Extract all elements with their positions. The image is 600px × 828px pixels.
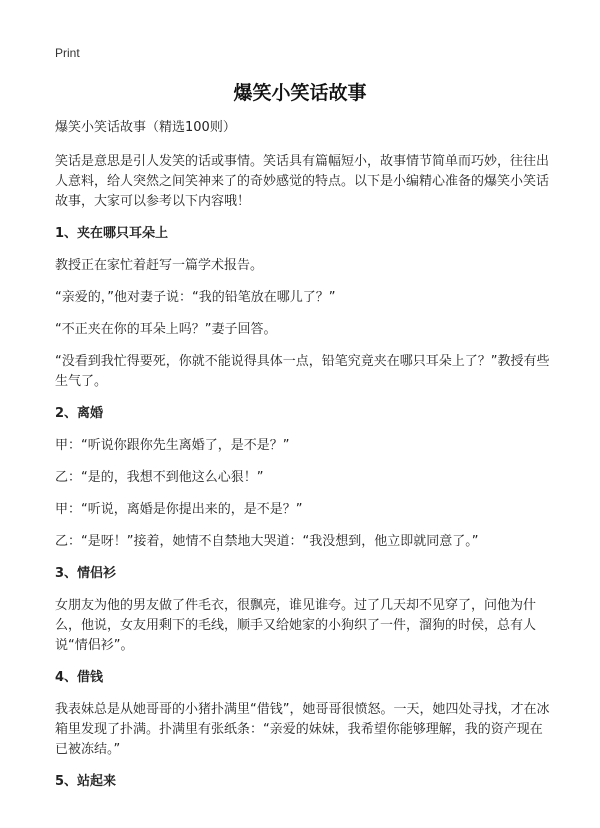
section-1-paragraph: “没看到我忙得要死，你就不能说得具体一点，铅笔究竟夹在哪只耳朵上了？”教授有些生气了。 [55, 354, 550, 389]
section-1-paragraph: 教授正在家忙着赶写一篇学术报告。 [55, 258, 264, 273]
section-1-paragraph: “不正夹在你的耳朵上吗？”妻子回答。 [55, 322, 277, 337]
article-body [55, 118, 552, 804]
section-2-paragraph: 甲：“听说你跟你先生离婚了，是不是？” [55, 438, 290, 453]
section-heading-4: 4、借钱 [55, 670, 104, 685]
section-4-paragraph: 我表妹总是从她哥哥的小猪扑满里“借钱”，她哥哥很愤怒。一天，她四处寻找，才在冰箱里发现了扑满。扑满里有张纸条：“亲爱的妹妹，我希望你能够理解，我的资产现在已被冻结。” [55, 702, 550, 757]
section-2-paragraph: 乙：“是呀！”接着，她情不自禁地大哭道：“我没想到，他立即就同意了。” [55, 534, 479, 549]
section-2-paragraph: 乙：“是的，我想不到他这么心狠！” [55, 470, 264, 485]
section-heading-2: 2、离婚 [55, 406, 104, 421]
section-heading-5: 5、站起来 [55, 774, 117, 789]
section-2-paragraph: 甲：“听说，离婚是你提出来的，是不是？” [55, 502, 303, 517]
section-heading-3: 3、情侣衫 [55, 566, 117, 581]
section-3-paragraph: 女朋友为他的男友做了件毛衣，很飘亮，谁见谁夸。过了几天却不见穿了，问他为什么，他说，女友用剩下的毛线，顺手又给她家的小狗织了一件，溜狗的时侯，总有人说“情侣衫”。 [55, 598, 537, 653]
section-1-paragraph: “亲爱的，”他对妻子说：“我的铅笔放在哪儿了？” [55, 290, 336, 305]
article-subtitle: 爆笑小笑话故事（精选100则） [55, 120, 236, 135]
intro-paragraph: 笑话是意思是引人发笑的话或事情。笑话具有篇幅短小，故事情节简单而巧妙，往往出人意料，给人突然之间笑神来了的奇妙感觉的特点。以下是小编精心准备的爆笑小笑话故事，大家可以参考以下内容哦！ [55, 154, 550, 209]
page-title: 爆笑小笑话故事 [233, 82, 367, 104]
print-link[interactable]: Print [55, 46, 80, 60]
section-heading-1: 1、夹在哪只耳朵上 [55, 226, 169, 241]
